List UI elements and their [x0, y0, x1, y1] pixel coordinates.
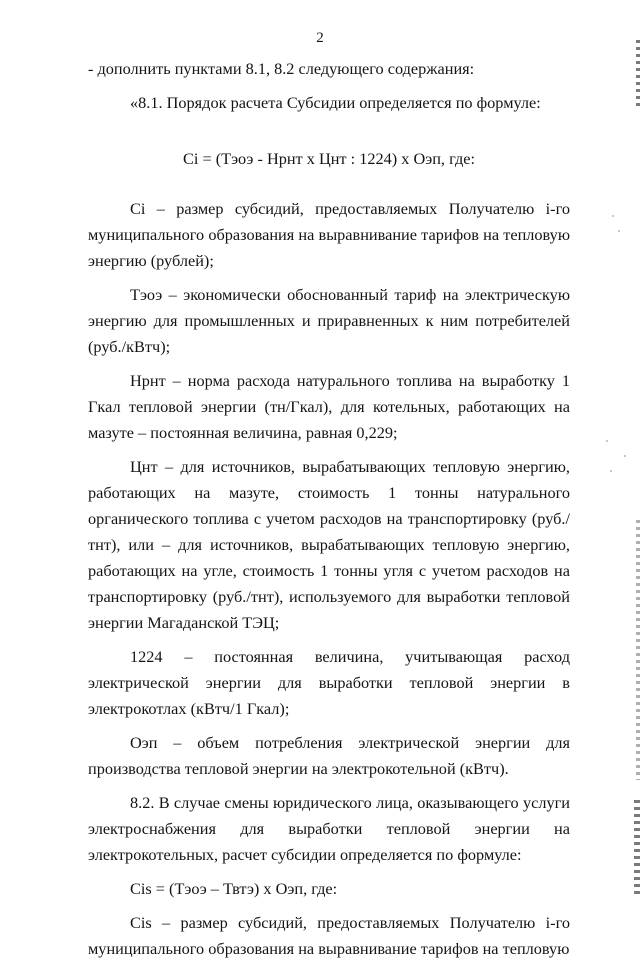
scan-speck [610, 470, 612, 472]
scan-edge-mark [636, 40, 640, 110]
formula-ci: Ci = (Тэоэ - Нрнт х Цнт : 1224) х Оэп, где: [183, 149, 475, 168]
scan-edge-mark [636, 520, 640, 780]
definition-teoe: Тэоэ – экономически обоснованный тариф на электрическую энергию для промышленных и приравненных к ним потребителей (руб./кВтч); [88, 285, 570, 356]
paragraph-8-1: «8.1. Порядок расчета Субсидии определяется по формуле: [130, 93, 541, 112]
document-body [88, 56, 570, 962]
scan-speck [624, 455, 626, 457]
page-number: 2 [316, 30, 324, 46]
definition-ci: Ci – размер субсидий, предоставляемых Получателю i-го муниципального образования на выравнивание тарифов на тепловую энергию (рублей); [88, 199, 570, 270]
scan-speck [618, 230, 620, 232]
paragraph-intro: - дополнить пунктами 8.1, 8.2 следующего содержания: [88, 59, 475, 78]
paragraph-8-2: 8.2. В случае смены юридического лица, оказывающего услуги электроснабжения для выработки тепловой энергии на электрокотельных, расчет субсидии определяется по формуле: [88, 793, 570, 864]
definition-oep: Оэп – объем потребления электрической энергии для производства тепловой энергии на электрокотельной (кВтч). [88, 733, 570, 778]
formula-cis: Cis = (Тэоэ – Твтэ) х Оэп, где: [130, 879, 338, 898]
scan-speck [606, 440, 608, 442]
definition-1224: 1224 – постоянная величина, учитывающая расход электрической энергии для выработки тепловой энергии в электрокотлах (кВтч/1 Гкал); [88, 647, 570, 718]
scan-speck [612, 215, 614, 217]
definition-nrnt: Нрнт – норма расхода натурального топлива на выработку 1 Гкал тепловой энергии (тн/Гкал), для котельных, работающих на мазуте – постоянная величина, равная 0,229; [88, 371, 570, 442]
definition-tsnt: Цнт – для источников, вырабатывающих тепловую энергию, работающих на мазуте, стоимость 1 тонны натурального органического топлива с учетом расходов на транспортировку (руб./тнт), или – для источников, вырабатывающих тепловую энергию, работающих на угле, стоимость 1 тонны угля с учетом расходов на транспортировку (руб./тнт), используемого для выработки тепловой энергии Магаданской ТЭЦ; [88, 457, 570, 632]
scan-edge-mark [634, 800, 640, 895]
definition-cis: Cis – размер субсидий, предоставляемых Получателю i-го муниципального образования на выравнивание тарифов на тепловую [88, 913, 570, 958]
